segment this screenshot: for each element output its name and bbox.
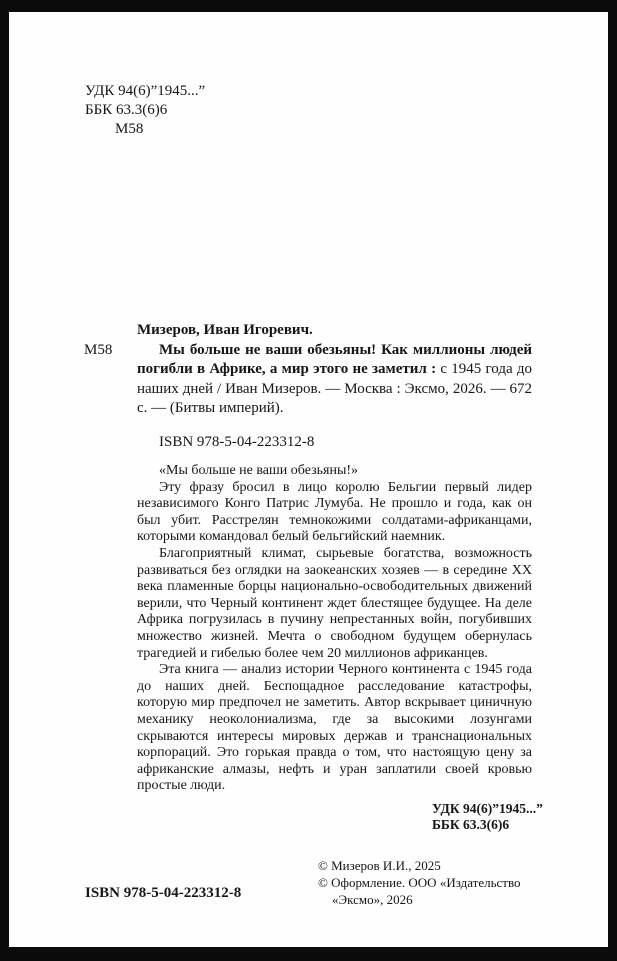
imprint-top-block: [85, 82, 532, 139]
book-title-paragraph: [137, 341, 532, 419]
copyright-publisher-line: © Оформление. ООО «Издательство «Эксмо», 2026: [318, 874, 521, 907]
title-descriptor: с 1945 года до наших дней / Иван Мизеров. — Москва : Эксмо, 2026. — 672 с. — (Битвы империй).: [137, 361, 532, 416]
bbk-bottom: ББК 63.3(6)6: [432, 816, 510, 832]
annotation-paragraph-1: «Мы больше не ваши обезьяны!»: [159, 463, 359, 478]
isbn-line: ISBN 978-5-04-223312-8: [159, 433, 315, 450]
book-title: Мы больше не ваши обезьяны! Как миллионы людей погибли в Африке, а мир этого не заметил :: [137, 341, 532, 377]
author-heading: Мизеров, Иван Игоревич.: [137, 322, 313, 338]
copyright-block: [318, 857, 532, 908]
annotation-paragraph-3: Благоприятный климат, сырьевые богатства, возможность развиваться без оглядки на заокеанских хозяев — в середине XX века пламенные борцы национально-освободительных движений верили, что Черный континент ждет блестящее будущее. На деле Африка погрузилась в пучину непрестанных войн, погубивших множество жизней. Мечта о свободном будущем обернулась трагедией и гибелью более чем 20 миллионов африканцев.: [137, 545, 532, 661]
annotation-paragraph-4: Эта книга — анализ истории Черного континента с 1945 года до наших дней. Беспощадное расследование катастрофы, которую мир предпочел не заметить. Автор вскрывает циничную механику неоколониализма, где за высокими лозунгами скрываются интересы мировых держав и транснациональных корпораций. Это горькая правда о том, что настоящую цену за африканские алмазы, нефть и уран заплатили своей кровью простые люди.: [137, 662, 532, 794]
classification-code-margin: М58: [84, 341, 113, 358]
imprint-bottom-block: [432, 800, 543, 833]
isbn-bottom: ISBN 978-5-04-223312-8: [85, 884, 242, 901]
bbk-top: ББК 63.3(6)6: [85, 102, 168, 118]
udk-top: УДК 94(6)”1945...”: [85, 83, 206, 99]
book-imprint-page: [9, 12, 608, 947]
bibliographic-entry: [84, 321, 532, 452]
classification-code-top: М58: [115, 121, 144, 137]
annotation-paragraph-2: Эту фразу бросил в лицо королю Бельгии первый лидер независимого Конго Патрис Лумуба. Не прошло и года, как он был убит. Расстрелян темнокожими солдатами-африканцами, которыми командовал белый бельгийский наемник.: [137, 479, 532, 545]
copyright-author-line: © Мизеров И.И., 2025: [318, 857, 441, 873]
udk-bottom: УДК 94(6)”1945...”: [432, 800, 543, 816]
bottom-row: [85, 857, 532, 908]
annotation-block: [137, 463, 532, 795]
